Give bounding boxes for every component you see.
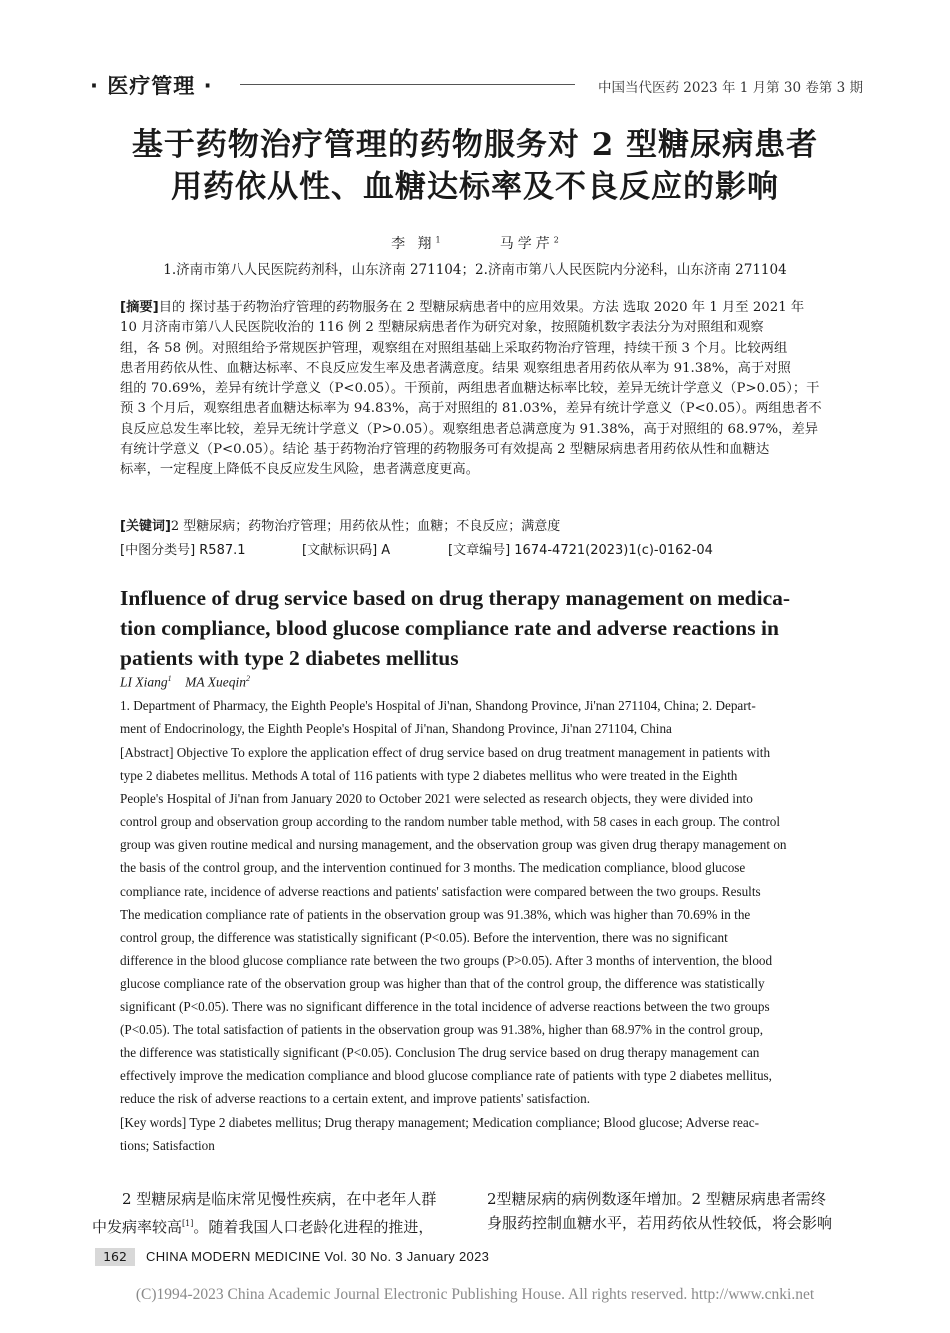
title-cn-line1: 基于药物治疗管理的药物服务对 2 型糖尿病患者 (131, 127, 819, 163)
abstract-cn-line: 标率，一定程度上降低不良反应发生风险，患者满意度更高。 (120, 462, 480, 478)
journal-info: 中国当代医药 2023 年 1 月第 30 卷第 3 期 (598, 80, 864, 96)
abstract-en-line: The medication compliance rate of patients in the observation group was 91.38%, which was higher than 70.69% in the (120, 906, 751, 922)
copyright-watermark: (C)1994-2023 China Academic Journal Electronic Publishing House. All rights reserved. http://www.cnki.net (135, 1286, 815, 1303)
author-en-2-sup: 2 (246, 674, 251, 683)
abstract-en-line: significant (P<0.05). There was no significant difference in the total incidence of adverse reactions between the two groups (120, 999, 770, 1015)
footer-journal: CHINA MODERN MEDICINE Vol. 30 No. 3 January 2023 (146, 1249, 490, 1264)
abstract-en-line: glucose compliance rate of the observation group was higher than that of the control group, the difference was statistically (120, 975, 765, 991)
affiliation-en-line1: 1. Department of Pharmacy, the Eighth People's Hospital of Ji'nan, Shandong Province, Ji'nan 271104, China; 2. Depart- (120, 698, 756, 713)
authors-en (120, 674, 250, 691)
abstract-en-line: reduce the risk of adverse reactions to a certain extent, and improve patients' satisfaction. (120, 1091, 590, 1107)
author-en-2: MA Xueqin (185, 674, 247, 690)
body-left-line2: 中发病率较高[1]。随着我国人口老龄化进程的推进， (92, 1217, 434, 1236)
author-cn-2-sup: 2 (553, 235, 559, 245)
body-left-column (92, 1188, 467, 1239)
abstract-en-line: control group, the difference was statistically significant (P<0.05). Before the intervention, there was no significant (120, 929, 728, 945)
abstract-cn-line: [摘要]目的 探讨基于药物治疗管理的药物服务在 2 型糖尿病患者中的应用效果。方法 选取 2020 年 1 月至 2021 年 (120, 300, 805, 315)
affiliation-en-line2: ment of Endocrinology, the Eighth People's Hospital of Ji'nan, Shandong Province, Ji'nan 271104, China (120, 721, 672, 737)
article-number: [文章编号] 1674-4721(2023)1(c)-0162-04 (448, 543, 713, 558)
keywords-en-line1: [Key words] Type 2 diabetes mellitus; Drug therapy management; Medication compliance; Blood glucose; Adverse reac- (120, 1114, 759, 1130)
abstract-en-line: People's Hospital of Ji'nan from January 2020 to October 2021 were selected as research objects, they were divided into (120, 791, 753, 807)
abstract-cn-line: 患者用药依从性、血糖达标率、不良反应发生率及患者满意度。结果 观察组患者用药依从率为 91.38%，高于对照 (120, 360, 791, 376)
abstract-en-line: type 2 diabetes mellitus. Methods A total of 116 patients with type 2 diabetes mellitus who were treated in the Eighth (120, 768, 738, 784)
abstract-en-line: control group and observation group according to the random number table method, with 58 cases in each group. The control (120, 814, 781, 830)
body-left-line1: 2 型糖尿病是临床常见慢性疾病，在中老年人群 (122, 1190, 437, 1208)
body-right-line2: 身服药控制血糖水平，若用药依从性较低，将会影响 (487, 1213, 833, 1232)
abstract-cn-line: 有统计学意义（P<0.05）。结论 基于药物治疗管理的药物服务可有效提高 2 型糖尿病患者用药依从性和血糖达 (120, 442, 770, 458)
abstract-cn (120, 298, 832, 481)
abstract-en-line: group was given routine medical and nursing management, and the observation group was given drug therapy management on (120, 837, 787, 853)
abstract-en-line: effectively improve the medication compliance and blood glucose compliance rate of patients with type 2 diabetes mellitus, (120, 1068, 772, 1084)
title-en-line2: tion compliance, blood glucose compliance rate and adverse reactions in (120, 616, 779, 640)
author-en-1: LI Xiang (120, 674, 168, 690)
abstract-en-line: [Abstract] Objective To explore the application effect of drug service based on drug treatment management in patients with (120, 745, 771, 760)
title-cn-line2: 用药依从性、血糖达标率及不良反应的影响 (171, 169, 779, 205)
abstract-cn-line: 组的 70.69%，差异有统计学意义（P<0.05）。干预前，两组患者血糖达标率比较，差异无统计学意义（P>0.05）；干 (120, 381, 820, 397)
header-rule (240, 84, 575, 85)
clc-number: [中图分类号] R587.1 (120, 543, 246, 558)
affiliation-en (120, 694, 828, 740)
body-right-line1: 2型糖尿病的病例数逐年增加。2 型糖尿病患者需终 (487, 1190, 826, 1208)
keywords-en-line2: tions; Satisfaction (120, 1137, 215, 1153)
title-en-line1: Influence of drug service based on drug therapy management on medica- (120, 586, 791, 610)
author-cn-2: 马学芹 (499, 236, 554, 252)
abstract-cn-line: 10 月济南市第八人民医院收治的 116 例 2 型糖尿病患者作为研究对象，按照随机数字表法分为对照组和观察 (120, 320, 764, 336)
abstract-en (120, 741, 828, 1157)
abstract-cn-label: [摘要] (120, 300, 159, 315)
abstract-en-line: (P<0.05). The total satisfaction of patients in the observation group was 91.38%, higher than 68.97% in the control group, (120, 1022, 763, 1038)
abstract-en-line: the difference was statistically significant (P<0.05). Conclusion The drug service based on drug therapy management can (120, 1045, 760, 1061)
author-cn-1: 李 翔 (391, 236, 436, 252)
authors-cn (0, 233, 950, 253)
abstract-en-line: the basis of the control group, and the intervention continued for 3 months. The medication compliance, blood glucose (120, 860, 746, 876)
abstract-en-line: compliance rate, incidence of adverse reactions and patients' satisfaction were compared between the two groups. Results (120, 883, 761, 899)
section-label: · 医疗管理 · (90, 74, 213, 98)
keywords-cn-label: [关键词] (120, 519, 171, 534)
abstract-cn-line: 预 3 个月后，观察组患者血糖达标率为 94.83%，高于对照组的 81.03%，差异有统计学意义（P<0.05）。两组患者不 (120, 401, 822, 417)
abstract-en-line: difference in the blood glucose compliance rate between the two groups (P>0.05). After 3 months of intervention, the blood (120, 952, 773, 968)
keywords-cn (120, 515, 560, 534)
title-en-line3: patients with type 2 diabetes mellitus (120, 646, 459, 670)
abstract-cn-line: 良反应总发生率比较，差异无统计学意义（P>0.05）。观察组患者总满意度为 91.38%，高于对照组的 68.97%，差异 (120, 421, 819, 437)
document-code: [文献标识码] A (302, 543, 391, 558)
affiliation-cn: 1.济南市第八人民医院药剂科，山东济南 271104；2.济南市第八人民医院内分泌科，山东济南 271104 (163, 262, 787, 278)
citation-ref: [1] (182, 1218, 194, 1228)
author-cn-1-sup: 1 (435, 235, 441, 245)
body-right-column (487, 1188, 862, 1235)
page-number: 162 (95, 1248, 135, 1266)
author-en-1-sup: 1 (167, 674, 172, 683)
abstract-cn-line: 组，各 58 例。对照组给予常规医护管理，观察组在对照组基础上采取药物治疗管理，持续干预 3 个月。比较两组 (120, 340, 788, 356)
keywords-cn-text: 2 型糖尿病；药物治疗管理；用药依从性；血糖；不良反应；满意度 (170, 519, 561, 534)
